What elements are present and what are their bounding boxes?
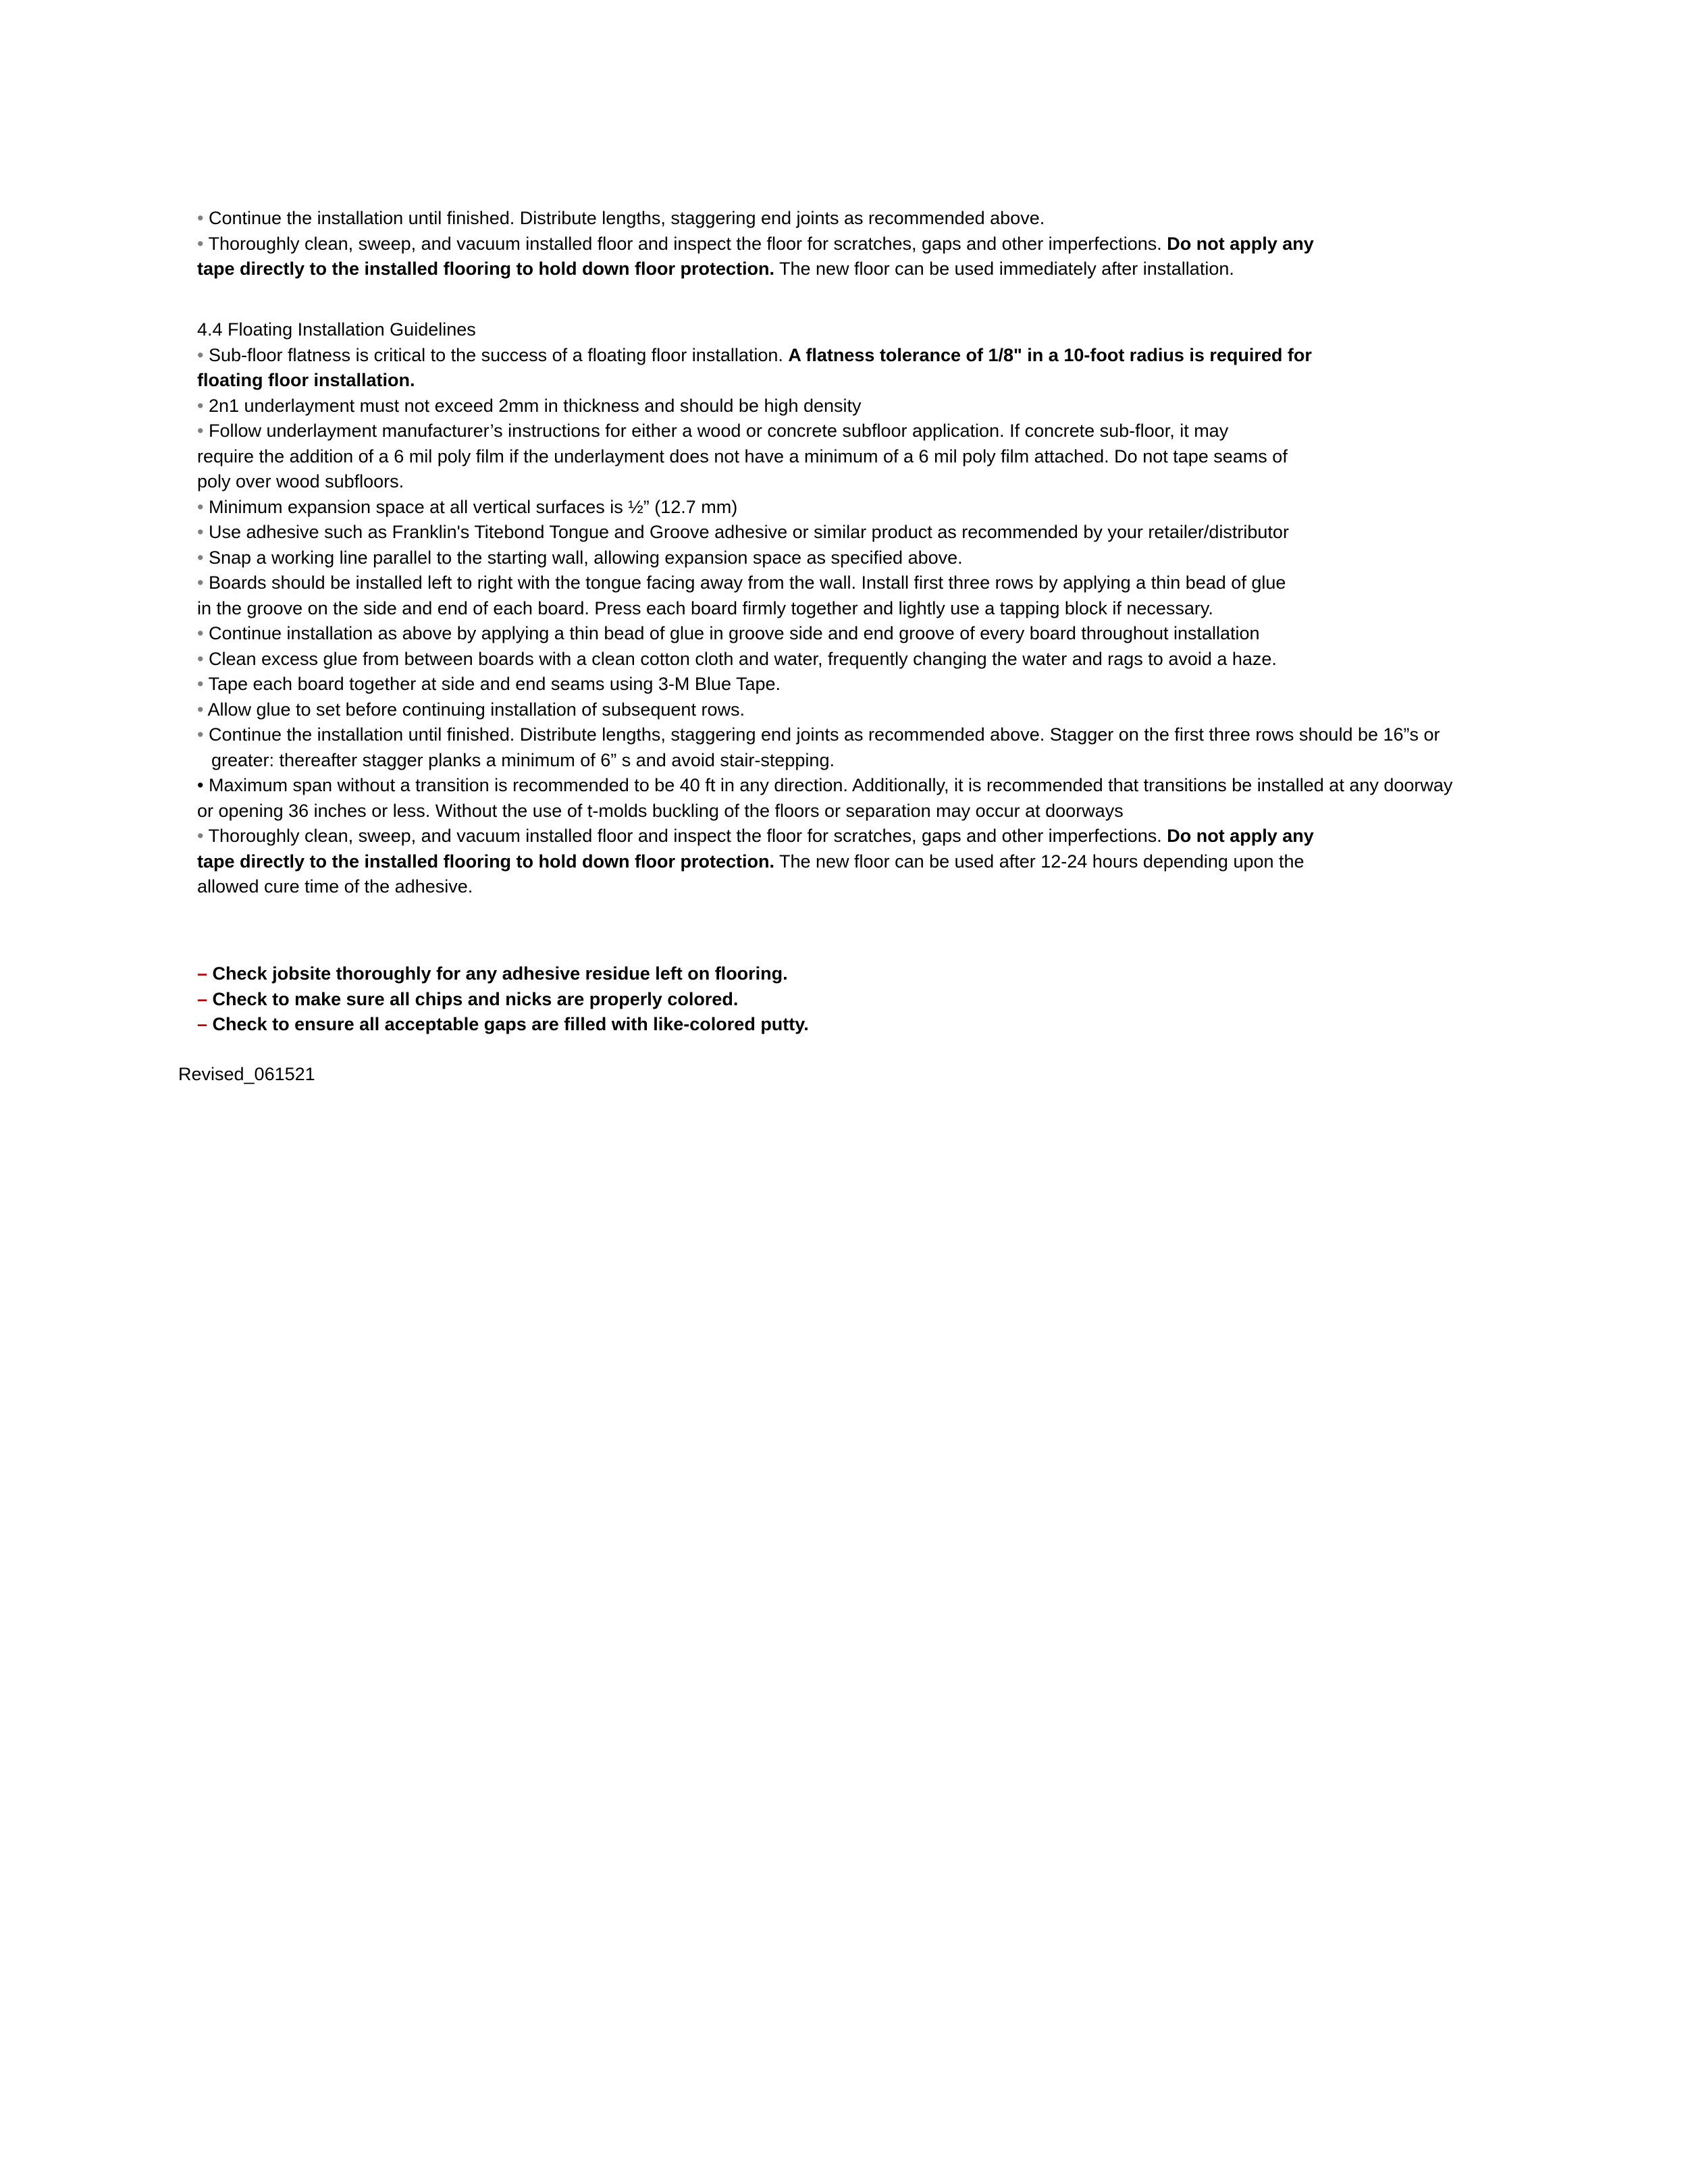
- bullet-follow-instructions: • Follow underlayment manufacturer’s instructions for either a wood or concrete subfloor application. If concrete sub-floor, it may: [197, 421, 1229, 441]
- bullet-tape: • Tape each board together at side and end seams using 3-M Blue Tape.: [197, 674, 781, 694]
- bullet-final-clean: • Thoroughly clean, sweep, and vacuum installed floor and inspect the floor for scratches, gaps and other imperfections. Do not apply any: [197, 826, 1314, 846]
- bullet-follow-instructions-end: poly over wood subfloors.: [197, 471, 404, 491]
- bullet-boards-cont: in the groove on the side and end of each board. Press each board firmly together and lightly use a tapping block if necessary.: [197, 597, 1213, 618]
- bullet-expansion-space: • Minimum expansion space at all vertical surfaces is ½” (12.7 mm): [197, 496, 738, 517]
- bullet-thoroughly-clean-cont: tape directly to the installed flooring to hold down floor protection. The new floor can be used immediately after installation.: [197, 259, 1234, 279]
- bullet-flatness-cont: floating floor installation.: [197, 370, 415, 390]
- bullet-flatness: • Sub-floor flatness is critical to the success of a floating floor installation. A flatness tolerance of 1/8" in a 10-foot radius is required for: [197, 344, 1312, 365]
- bullet-continue-glue: • Continue installation as above by applying a thin bead of glue in groove side and end groove of every board throughout installation: [197, 623, 1260, 643]
- bullet-thoroughly-clean: • Thoroughly clean, sweep, and vacuum installed floor and inspect the floor for scratches, gaps and other imperfections. Do not apply any: [197, 233, 1314, 254]
- revision-label: Revised_061521: [178, 1064, 315, 1084]
- checklist-item: – Check to ensure all acceptable gaps are filled with like-colored putty.: [197, 1014, 809, 1034]
- bullet-follow-instructions-cont: require the addition of a 6 mil poly film if the underlayment does not have a minimum of a 6 mil poly film attached. Do not tape seams of: [197, 446, 1288, 467]
- bullet-boards: • Boards should be installed left to right with the tongue facing away from the wall. Install first three rows by applying a thin bead of glue: [197, 572, 1286, 593]
- bullet-continue-stagger: • Continue the installation until finished. Distribute lengths, staggering end joints as recommended above. Stagger on the first three rows should be 16”s or: [197, 724, 1440, 745]
- checklist-item: – Check to make sure all chips and nicks are properly colored.: [197, 988, 739, 1009]
- bullet-maximum-span: • Maximum span without a transition is recommended to be 40 ft in any direction. Additionally, it is recommended that transitions be installed at any doorway: [197, 775, 1453, 795]
- bullet-underlayment: • 2n1 underlayment must not exceed 2mm in thickness and should be high density: [197, 395, 862, 416]
- section-heading: 4.4 Floating Installation Guidelines: [197, 319, 476, 340]
- bullet-allow-glue: • Allow glue to set before continuing installation of subsequent rows.: [197, 699, 745, 720]
- checklist-item: – Check jobsite thoroughly for any adhesive residue left on flooring.: [197, 963, 788, 984]
- bullet-continue-installation: • Continue the installation until finished. Distribute lengths, staggering end joints as recommended above.: [197, 208, 1045, 228]
- checklist: [197, 961, 1548, 1038]
- bullet-continue-stagger-cont: greater: thereafter stagger planks a minimum of 6” s and avoid stair-stepping.: [211, 749, 835, 770]
- bullet-final-clean-end: allowed cure time of the adhesive.: [197, 876, 473, 897]
- floating-installation-section: [197, 317, 1548, 900]
- bullet-snap-line: • Snap a working line parallel to the starting wall, allowing expansion space as specified above.: [197, 547, 963, 568]
- bullet-maximum-span-cont: or opening 36 inches or less. Without the use of t-molds buckling of the floors or separation may occur at doorways: [197, 800, 1124, 821]
- previous-section: [197, 206, 1548, 282]
- bullet-adhesive: • Use adhesive such as Franklin's Titebond Tongue and Groove adhesive or similar product as recommended by your retailer/distributor: [197, 522, 1289, 542]
- bullet-clean-glue: • Clean excess glue from between boards with a clean cotton cloth and water, frequently changing the water and rags to avoid a haze.: [197, 648, 1277, 669]
- bullet-final-clean-cont: tape directly to the installed flooring to hold down floor protection. The new floor can be used after 12-24 hours depending upon the: [197, 851, 1304, 872]
